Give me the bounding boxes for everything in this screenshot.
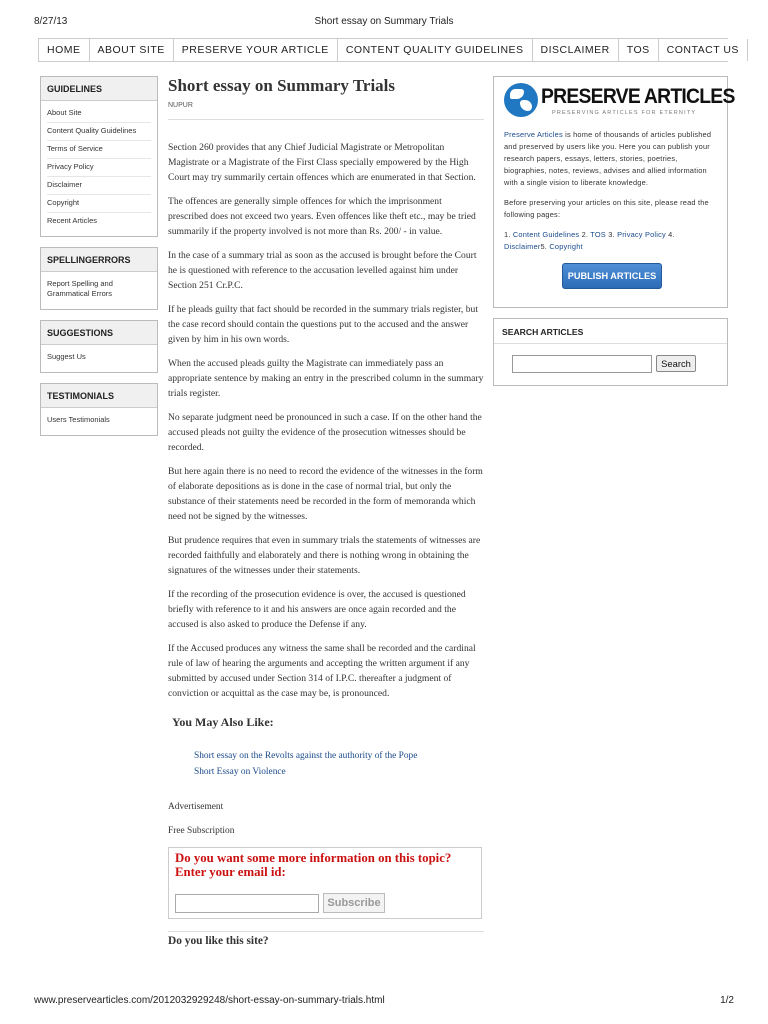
nav-tos[interactable]: TOS (619, 39, 659, 61)
article-paragraph: But here again there is no need to record the evidence of the witnesses in the form of elaborate depositions as is done in the case of normal trial, but only the substance of their statements need be recorded in the form of memoranda which need not be signed by the witnesses. (168, 466, 483, 522)
article-author[interactable]: NUPUR (168, 102, 484, 120)
related-link[interactable]: Short Essay on Violence (194, 767, 286, 777)
sidebar-item-users-testimonials[interactable]: Users Testimonials (47, 415, 110, 424)
sidebar-item-recent-articles[interactable]: Recent Articles (47, 216, 98, 225)
logo-tagline: PRESERVING ARTICLES FOR ETERNITY (552, 110, 697, 116)
page-number: 2. (581, 230, 589, 239)
required-pages (504, 229, 717, 253)
testimonials-box (40, 383, 158, 436)
free-subscription-label: Free Subscription (168, 826, 235, 836)
before-preserving-text: Before preserving your articles on this site, please read the following pages: (504, 198, 709, 219)
print-header (34, 16, 734, 30)
article-paragraph: In the case of a summary trial as soon as the accused is brought before the Court he is questioned with reference to the accusation levelled against him under Section 251 Cr.P.C. (168, 250, 477, 291)
logo-text: PRESERVE ARTICLES (541, 85, 735, 108)
subscribe-box (168, 847, 482, 919)
nav-home[interactable]: HOME (38, 39, 90, 61)
article-paragraph: If the Accused produces any witness the same shall be recorded and the cardinal rule of law of hearing the arguments and accepting the written argument if any submitted by accused under Section 314 of I.P.C. thereafter a judgment of conviction or acquittal as the case may be, is pronounced. (168, 643, 476, 699)
print-title: Short essay on Summary Trials (314, 16, 454, 27)
link-content-guidelines[interactable]: Content Guidelines (512, 230, 580, 239)
page-number: 5. (540, 242, 548, 251)
advertisement-label: Advertisement (168, 802, 224, 812)
link-privacy-policy[interactable]: Privacy Policy (617, 230, 666, 239)
nav-content-quality-guidelines[interactable]: CONTENT QUALITY GUIDELINES (338, 39, 533, 61)
intro-text: is home of thousands of articles published and preserved by users like you. Here you can publish your research papers, essays, letters, stories, poetries, biographies, notes, reviews, advises and allied information with a single vision to liberate knowledge. (504, 130, 712, 187)
related-link[interactable]: Short essay on the Revolts against the authority of the Pope (194, 751, 418, 761)
guidelines-box (40, 76, 158, 237)
print-date: 8/27/13 (34, 16, 68, 27)
link-tos[interactable]: TOS (590, 230, 606, 239)
sidebar-item-disclaimer[interactable]: Disclaimer (47, 177, 151, 195)
page-number: 3. (608, 230, 615, 239)
intro-link[interactable]: Preserve Articles (504, 130, 563, 139)
suggestions-box (40, 320, 158, 373)
sidebar-item-suggest-us[interactable]: Suggest Us (47, 352, 86, 361)
top-navigation (38, 38, 739, 62)
subscribe-button[interactable]: Subscribe (323, 893, 385, 913)
sidebar-item-privacy[interactable]: Privacy Policy (47, 159, 151, 177)
related-list (168, 748, 484, 780)
article-main (168, 76, 484, 947)
site-logo[interactable] (504, 83, 735, 121)
search-articles-box (493, 318, 728, 386)
article-paragraph: Section 260 provides that any Chief Judicial Magistrate or Metropolitan Magistrate or a Magistrate of the First Class specially empowered by the High Court may try summarily certain offences which are enumerated in that Section. (168, 142, 476, 183)
article-paragraph: The offences are generally simple offences for which the imprisonment prescribed does not exceed two years. Even offences like theft etc., may be tried summarily if the property involved is not more than Rs. 200/ - in value. (168, 196, 476, 237)
article-paragraph: When the accused pleads guilty the Magistrate can immediately pass an appropriate sentence by making an entry in the prescribed column in the summary trials register. (168, 358, 484, 399)
preserve-articles-box (493, 76, 735, 308)
article-paragraph: If the recording of the prosecution evidence is over, the accused is questioned briefly with reference to it and his answers are once again recorded and the accused is also asked to produce the Defense if any. (168, 589, 466, 630)
spelling-box (40, 247, 158, 310)
suggestions-heading: SUGGESTIONS (41, 321, 157, 345)
nav-preserve-your-article[interactable]: PRESERVE YOUR ARTICLE (174, 39, 338, 61)
page-number: 4. (668, 230, 675, 239)
print-url: www.preservearticles.com/2012032929248/short-essay-on-summary-trials.html (34, 995, 385, 1006)
publish-articles-button[interactable]: PUBLISH ARTICLES (562, 263, 662, 289)
site-intro (504, 129, 717, 189)
sidebar-item-about-site[interactable]: About Site (47, 105, 151, 123)
left-sidebar (40, 76, 158, 446)
nav-disclaimer[interactable]: DISCLAIMER (533, 39, 619, 61)
testimonials-heading: TESTIMONIALS (41, 384, 157, 408)
article-paragraph: No separate judgment need be pronounced in such a case. If on the other hand the accused pleads not guilty the evidence of the prosecution witnesses should be recorded. (168, 412, 482, 453)
search-button[interactable]: Search (656, 355, 696, 372)
like-site-heading: Do you like this site? (168, 931, 484, 947)
sidebar-item-terms[interactable]: Terms of Service (47, 141, 151, 159)
print-page-number: 1/2 (720, 995, 734, 1006)
link-disclaimer[interactable]: Disclaimer (504, 242, 541, 251)
nav-contact-us[interactable]: CONTACT US (659, 39, 748, 61)
page-number: 1. (504, 230, 511, 239)
subscribe-prompt: Do you want some more information on this topic? Enter your email id: (175, 851, 452, 879)
nav-about-site[interactable]: ABOUT SITE (90, 39, 174, 61)
right-sidebar (493, 76, 735, 386)
spelling-heading: SPELLINGERRORS (41, 248, 157, 272)
guidelines-heading: GUIDELINES (41, 77, 157, 101)
sidebar-item-content-quality[interactable]: Content Quality Guidelines (47, 123, 151, 141)
sidebar-item-copyright[interactable]: Copyright (47, 195, 151, 213)
link-copyright[interactable]: Copyright (549, 242, 583, 251)
article-title: Short essay on Summary Trials (168, 76, 396, 95)
sidebar-item-report-spelling[interactable]: Report Spelling and Grammatical Errors (47, 279, 113, 298)
article-paragraph: But prudence requires that even in summary trials the statements of witnesses are recorded faithfully and elaborately and there is nothing wrong in obtaining the signatures of the witnesses under their statements. (168, 535, 481, 576)
article-paragraph: If he pleads guilty that fact should be recorded in the summary trials register, but the case record should contain the questions put to the accused and the answer given by him in his own words. (168, 304, 478, 345)
search-heading: SEARCH ARTICLES (494, 319, 727, 344)
related-heading: You May Also Like: (172, 715, 274, 729)
search-input[interactable] (512, 355, 652, 373)
email-field[interactable] (175, 894, 319, 913)
globe-icon (504, 83, 538, 117)
